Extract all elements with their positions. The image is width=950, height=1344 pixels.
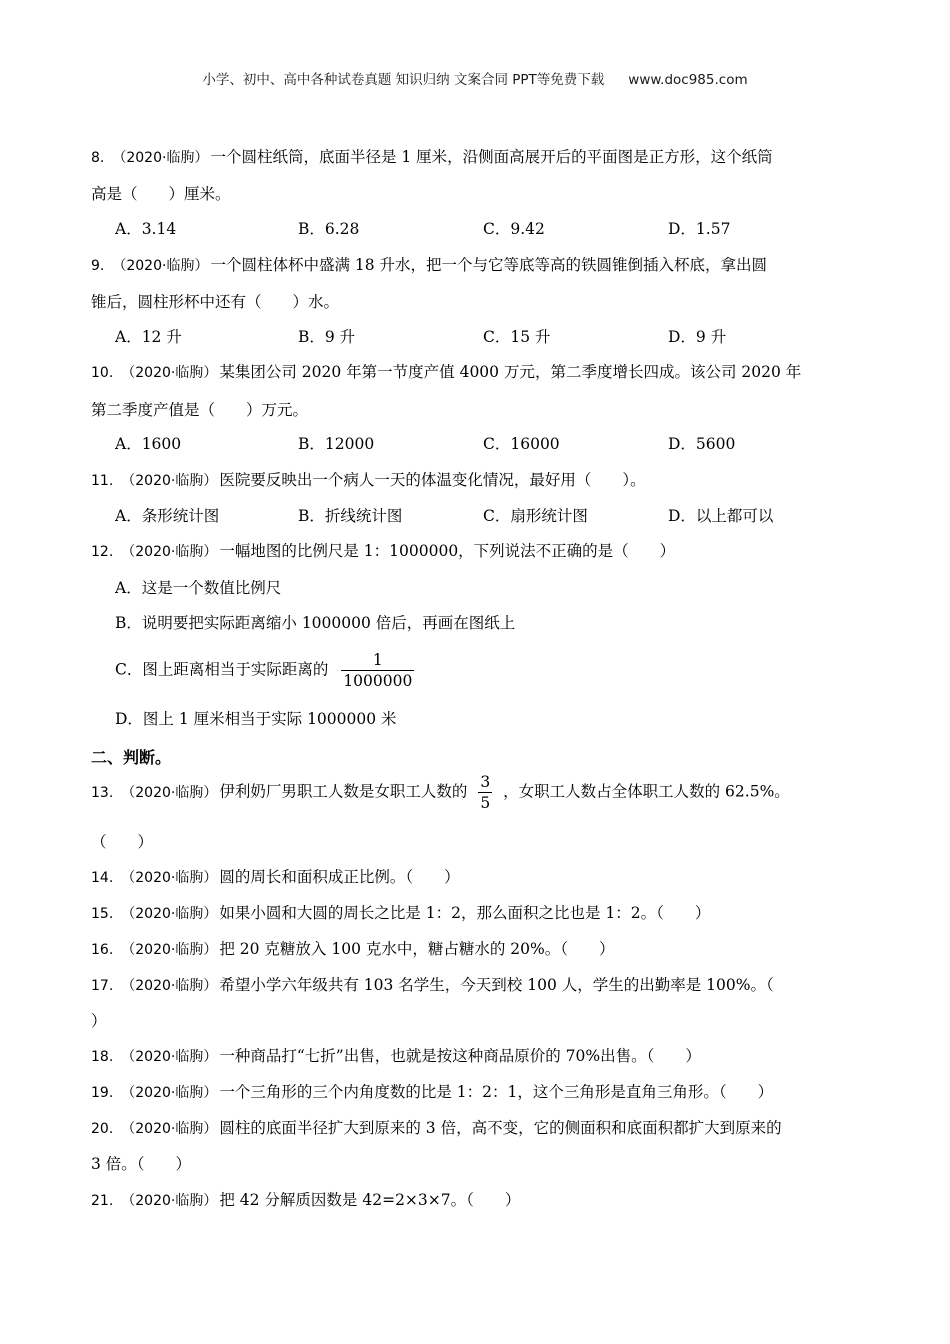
question-number: 17. [91,978,114,994]
question-number: 8. [91,150,105,166]
option-a: A．3.14 [115,220,177,238]
fraction-denominator: 1000000 [343,672,413,690]
question-text: 希望小学六年级共有 103 名学生，今天到校 100 人，学生的出勤率是 100%。（ [219,976,774,994]
question-21 [91,1190,520,1211]
question-text: 如果小圆和大圆的周长之比是 1：2，那么面积之比也是 1：2。（ ） [219,904,711,922]
question-17 [91,975,774,996]
question-8 [91,147,773,168]
question-number: 10. [91,365,114,381]
question-10 [91,362,801,383]
option-c: C．扇形统计图 [483,507,588,525]
question-number: 14. [91,870,114,886]
question-16 [91,939,615,960]
question-13-cont: （ ） [91,833,154,851]
option-c: C．16000 [483,435,560,453]
question-source: （2020·临朐） [121,784,218,801]
question-10-cont: 第二季度产值是（ ）万元。 [91,401,309,419]
option-b: B．12000 [298,435,375,453]
question-9-cont: 锥后，圆柱形杯中还有（ ）水。 [91,293,340,311]
question-text-b: ，女职工人数占全体职工人数的 62.5%。 [503,782,790,801]
question-18 [91,1046,701,1067]
fraction-numerator: 1 [341,650,414,671]
option-b: B．折线统计图 [298,507,403,525]
question-17-cont: ） [91,1012,107,1030]
question-source: （2020·临朐） [121,1193,218,1209]
option-c [115,650,414,691]
question-number: 20. [91,1121,114,1137]
question-source: （2020·临朐） [121,942,218,958]
question-source: （2020·临朐） [121,978,218,994]
option-d: D．以上都可以 [668,507,774,525]
question-13 [91,772,790,813]
question-source: （2020·临朐） [121,1121,218,1137]
question-number: 19. [91,1085,114,1101]
option-c-text: C．图上距离相当于实际距离的 [115,660,329,679]
option-a: A．条形统计图 [115,507,220,525]
question-number: 18. [91,1049,114,1065]
header-url: www.doc985.com [628,72,748,88]
option-a: A．这是一个数值比例尺 [115,579,282,597]
question-source: （2020·临朐） [121,906,218,922]
option-a: A．1600 [115,435,182,453]
fraction [478,772,492,813]
question-text: 某集团公司 2020 年第一节度产值 4000 万元，第二季度增长四成。该公司 2020 年 [219,363,802,381]
option-d: D．9 升 [668,328,727,346]
question-text: 一个三角形的三个内角度数的比是 1：2：1，这个三角形是直角三角形。（ ） [219,1083,774,1101]
fraction-denominator: 5 [480,794,491,812]
question-8-cont: 高是（ ）厘米。 [91,185,231,203]
question-number: 13. [91,784,114,801]
fraction-numerator: 3 [480,773,491,791]
question-source: （2020·临朐） [112,150,209,166]
question-text: 圆的周长和面积成正比例。（ ） [219,868,460,886]
question-source: （2020·临朐） [121,365,218,381]
question-number: 9. [91,258,105,274]
question-9 [91,255,767,276]
option-c: C．15 升 [483,328,551,346]
question-12 [91,541,675,562]
question-text: 一种商品打“七折”出售，也就是按这种商品原价的 70%出售。（ ） [219,1047,701,1065]
question-text: 伊利奶厂男职工人数是女职工人数的 [219,782,468,801]
question-text: 一个圆柱体杯中盛满 18 升水，把一个与它等底等高的铁圆锥倒插入杯底，拿出圆 [210,256,768,274]
question-text: 把 42 分解质因数是 42=2×3×7。（ ） [219,1191,521,1209]
question-source: （2020·临朐） [121,544,218,560]
page-header [0,68,950,88]
question-text: 圆柱的底面半径扩大到原来的 3 倍，高不变，它的侧面积和底面积都扩大到原来的 [219,1119,782,1137]
question-number: 21. [91,1193,114,1209]
question-source: （2020·临朐） [121,1085,218,1101]
option-b: B．6.28 [298,220,360,238]
option-b: B．9 升 [298,328,356,346]
question-text: 医院要反映出一个病人一天的体温变化情况，最好用（ ）。 [219,471,646,489]
option-b: B．说明要把实际距离缩小 1000000 倍后，再画在图纸上 [115,614,516,632]
question-number: 15. [91,906,114,922]
question-source: （2020·临朐） [121,1049,218,1065]
question-20 [91,1118,782,1139]
option-a: A．12 升 [115,328,182,346]
question-11 [91,470,646,491]
question-text: 把 20 克糖放入 100 克水中，糖占糖水的 20%。（ ） [219,940,615,958]
question-number: 11. [91,473,114,489]
question-number: 16. [91,942,114,958]
question-19 [91,1082,773,1103]
question-source: （2020·临朐） [112,258,209,274]
question-text: 一幅地图的比例尺是 1：1000000，下列说法不正确的是（ ） [219,542,676,560]
question-14 [91,867,460,888]
option-d: D．5600 [668,435,736,453]
question-number: 12. [91,544,114,560]
section-title: 二、判断。 [91,748,172,767]
question-20-cont: 3 倍。（ ） [91,1155,192,1173]
question-source: （2020·临朐） [121,870,218,886]
header-text: 小学、初中、高中各种试卷真题 知识归纳 文案合同 PPT等免费下载 [202,72,605,88]
fraction [341,650,414,691]
option-d: D．1.57 [668,220,731,238]
question-text: 一个圆柱纸筒，底面半径是 1 厘米，沿侧面高展开后的平面图是正方形，这个纸筒 [210,148,773,166]
question-source: （2020·临朐） [121,473,218,489]
option-c: C．9.42 [483,220,545,238]
option-d: D．图上 1 厘米相当于实际 1000000 米 [115,710,397,728]
question-15 [91,903,710,924]
